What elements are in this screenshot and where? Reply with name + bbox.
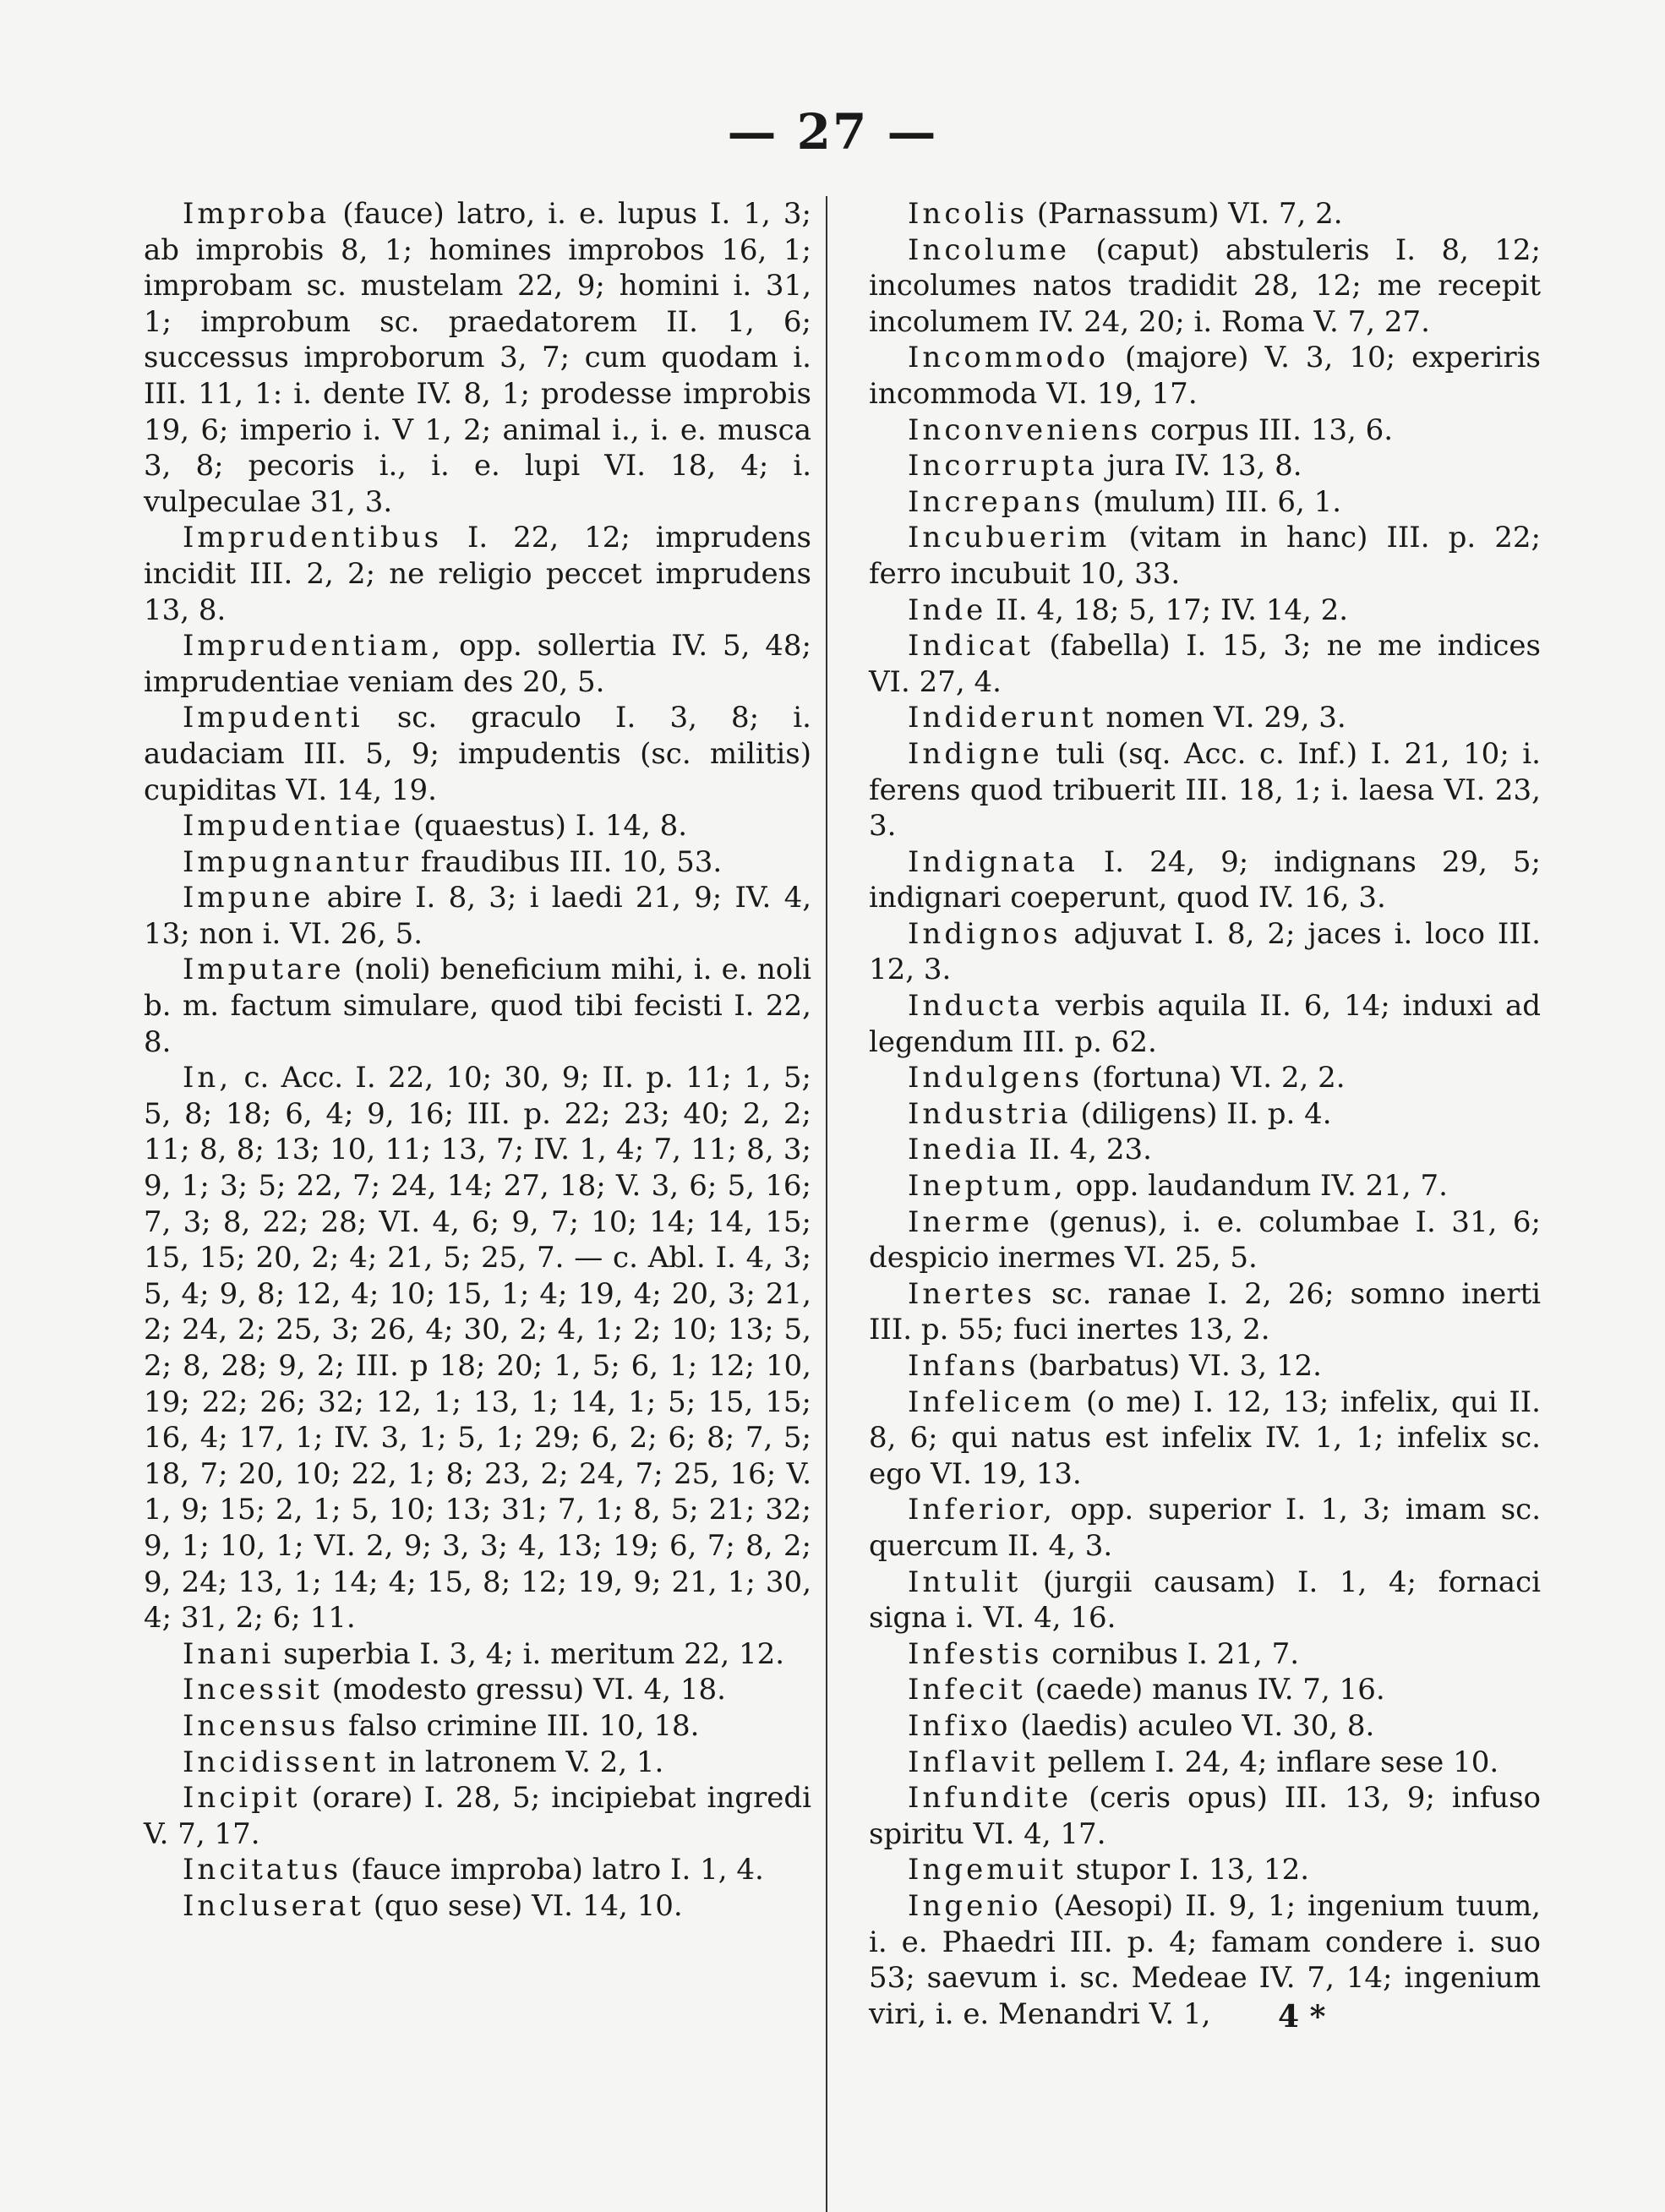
index-entry bbox=[869, 593, 1541, 629]
headword: Inedia bbox=[908, 1133, 1020, 1167]
index-entry bbox=[869, 1168, 1541, 1204]
entry-text: (noli) beneficium mihi, i. e. noli b. m. factum simulare, quod tibi fecisti I. 22, 8. bbox=[144, 953, 811, 1059]
index-entry bbox=[144, 1852, 811, 1888]
headword: Improba bbox=[183, 197, 330, 231]
headword: Industria bbox=[908, 1096, 1072, 1131]
entry-text: c. Acc. I. 22, 10; 30, 9; II. p. 11; 1, 5; 5, 8; 18; 6, 4; 9, 16; III. p. 22; 23; 40; 2, 2; 11; 8, 8; 13; 10, 11; 13, 7; IV. 1, 4; 7, 11; 8, 3; 9, 1; 3; 5; 22, 7; 24, 14; 27, 18; V. 3, 6; 5, 16; 7, 3; 8, 22; 28; VI. 4, 6; 9, 7; 10; 14; 14, 15; 15, 15; 20, 2; 4; 21, 5; 25, 7. — c. Abl. I. 4, 3; 5, 4; 9, 8; 12, 4; 10; 15, 1; 4; 19, 4; 20, 3; 21, 2; 24, 2; 25, 3; 26, 4; 30, 2; 4, 1; 2; 10; 13; 5, 2; 8, 28; 9, 2; III. p 18; 20; 1, 5; 6, 1; 12; 10, 19; 22; 26; 32; 12, 1; 13, 1; 14, 1; 5; 15, 15; 16, 4; 17, 1; IV. 3, 1; 5, 1; 29; 6, 2; 6; 8; 7, 5; 18, 7; 20, 10; 22, 1; 8; 23, 2; 24, 7; 25, 16; V. 1, 9; 15; 2, 1; 5, 10; 13; 31; 7, 1; 8, 5; 21; 32; 9, 1; 10, 1; VI. 2, 9; 3, 3; 4, 13; 19; 6, 7; 8, 2; 9, 24; 13, 1; 14; 4; 15, 8; 12; 19, 9; 21, 1; 30, 4; 31, 2; 6; 11. bbox=[144, 1061, 811, 1636]
headword: Inani bbox=[183, 1636, 275, 1671]
entry-text: (caede) manus IV. 7, 16. bbox=[1034, 1673, 1385, 1707]
entry-text: (Aesopi) II. 9, 1; ingenium tuum, i. e. Phaedri III. p. 4; famam condere i. suo 53; saevum i. sc. Medeae IV. 7, 14; ingenium viri, i. e. Menandri V. 1, bbox=[869, 1888, 1541, 2031]
entry-text: (o me) I. 12, 13; infelix, qui II. 8, 6; qui natus est infelix IV. 1, 1; infelix sc. ego VI. 19, 13. bbox=[869, 1385, 1541, 1491]
headword: Ingenio bbox=[908, 1888, 1042, 1923]
headword: Ineptum, bbox=[908, 1169, 1067, 1204]
headword: Incipit bbox=[183, 1781, 301, 1816]
index-entry bbox=[869, 1385, 1541, 1493]
headword: Imprudentibus bbox=[183, 521, 443, 555]
index-entry bbox=[144, 1780, 811, 1852]
entry-text: opp. superior I. 1, 3; imam sc. quercum II. 4, 3. bbox=[869, 1493, 1542, 1563]
entry-text: jura IV. 13, 8. bbox=[1106, 449, 1302, 483]
headword: Inconveniens bbox=[908, 412, 1142, 447]
index-entry bbox=[869, 1204, 1541, 1276]
entry-text: I. 24, 9; indignans 29, 5; indignari coeperunt, quod IV. 16, 3. bbox=[869, 844, 1542, 915]
entry-text: falso crimine III. 10, 18. bbox=[348, 1708, 700, 1743]
headword: Inferior, bbox=[908, 1493, 1056, 1527]
entry-text: II. 4, 18; 5, 17; IV. 14, 2. bbox=[996, 593, 1349, 627]
headword: Intulit bbox=[908, 1565, 1022, 1599]
headword: Incolume bbox=[908, 232, 1070, 267]
headword: Incidissent bbox=[183, 1745, 379, 1779]
entry-text: (genus), i. e. columbae I. 31, 6; despicio inermes VI. 25, 5. bbox=[869, 1204, 1542, 1275]
headword: Incensus bbox=[183, 1708, 340, 1743]
index-entry bbox=[869, 1565, 1541, 1636]
headword: Incluserat bbox=[183, 1888, 364, 1923]
entry-text: (diligens) II. p. 4. bbox=[1080, 1096, 1332, 1131]
index-entry bbox=[869, 1132, 1541, 1168]
index-entry bbox=[869, 1636, 1541, 1673]
entry-text: nomen VI. 29, 3. bbox=[1105, 701, 1346, 735]
entry-text: (quo sese) VI. 14, 10. bbox=[373, 1888, 683, 1923]
entry-text: sc. graculo I. 3, 8; i. audaciam III. 5, 9; impudentis (sc. militis) cupiditas VI. 14, 19. bbox=[144, 701, 811, 807]
entry-text: (vitam in hanc) III. p. 22; ferro incubuit 10, 33. bbox=[869, 521, 1542, 591]
entry-text: II. 4, 23. bbox=[1029, 1133, 1152, 1167]
headword: Indignos bbox=[908, 916, 1062, 951]
index-entry bbox=[144, 880, 811, 952]
entry-text: (modesto gressu) VI. 4, 18. bbox=[331, 1673, 726, 1707]
entry-text: (laedis) aculeo VI. 30, 8. bbox=[1020, 1708, 1375, 1743]
index-entry bbox=[144, 196, 811, 520]
index-entry bbox=[869, 520, 1541, 592]
index-entry bbox=[144, 1888, 811, 1925]
index-entry bbox=[869, 1672, 1541, 1708]
index-entry bbox=[869, 1888, 1541, 2032]
entry-text: (fabella) I. 15, 3; ne me indices VI. 27, 4. bbox=[869, 629, 1541, 699]
entry-text: cornibus I. 21, 7. bbox=[1051, 1636, 1300, 1671]
entry-text: (fauce improba) latro I. 1, 4. bbox=[351, 1853, 764, 1887]
entry-text: adjuvat I. 8, 2; jaces i. loco III. 12, 3. bbox=[869, 916, 1541, 987]
index-entry bbox=[144, 1708, 811, 1745]
entry-text: I. 22, 12; imprudens incidit III. 2, 2; ne religio peccet imprudens 13, 8. bbox=[144, 521, 811, 627]
headword: Inertes bbox=[908, 1276, 1035, 1311]
left-column bbox=[144, 196, 811, 1925]
entry-text: stupor I. 13, 12. bbox=[1075, 1853, 1310, 1887]
index-entry bbox=[869, 1852, 1541, 1888]
index-entry bbox=[869, 988, 1541, 1060]
index-entry bbox=[869, 1492, 1541, 1564]
headword: Inerme bbox=[908, 1204, 1034, 1239]
entry-text: superbia I. 3, 4; i. meritum 22, 12. bbox=[283, 1636, 785, 1671]
headword: Incitatus bbox=[183, 1853, 342, 1887]
headword: Indulgens bbox=[908, 1061, 1084, 1095]
index-entry bbox=[144, 1672, 811, 1708]
index-entry bbox=[144, 1060, 811, 1636]
headword: Incubuerim bbox=[908, 521, 1111, 555]
entry-text: (Parnassum) VI. 7, 2. bbox=[1036, 197, 1343, 231]
entry-text: verbis aquila II. 6, 14; induxi ad legendum III. p. 62. bbox=[869, 989, 1542, 1059]
entry-text: (mulum) III. 6, 1. bbox=[1092, 484, 1342, 519]
index-entry bbox=[869, 844, 1541, 916]
index-entry bbox=[144, 808, 811, 844]
headword: Impugnantur bbox=[183, 844, 412, 879]
index-entry bbox=[869, 1060, 1541, 1096]
entry-text: (quaestus) I. 14, 8. bbox=[412, 809, 688, 844]
headword: Increpans bbox=[908, 484, 1084, 519]
headword: Incommodo bbox=[908, 341, 1110, 375]
index-entry bbox=[144, 520, 811, 628]
index-entry bbox=[869, 916, 1541, 988]
page-number: — 27 — bbox=[727, 103, 938, 161]
right-column bbox=[869, 196, 1541, 2032]
entry-text: (fortuna) VI. 2, 2. bbox=[1091, 1061, 1346, 1095]
index-entry bbox=[869, 340, 1541, 412]
entry-text: corpus III. 13, 6. bbox=[1150, 412, 1394, 447]
column-divider bbox=[826, 196, 827, 2212]
headword: Infixo bbox=[908, 1708, 1012, 1743]
index-entry bbox=[869, 484, 1541, 521]
headword: Infelicem bbox=[908, 1385, 1075, 1419]
index-entry bbox=[869, 736, 1541, 844]
entry-text: opp. laudandum IV. 21, 7. bbox=[1075, 1169, 1448, 1204]
index-entry bbox=[144, 952, 811, 1060]
headword: Incessit bbox=[183, 1673, 323, 1707]
headword: Infecit bbox=[908, 1673, 1026, 1707]
headword: Infans bbox=[908, 1349, 1019, 1383]
headword: Ingemuit bbox=[908, 1853, 1067, 1887]
entry-text: (caput) abstuleris I. 8, 12; incolumes natos tradidit 28, 12; me recepit incolumem IV. 24, 20; i. Roma V. 7, 27. bbox=[869, 232, 1541, 339]
index-entry bbox=[869, 1780, 1541, 1852]
index-entry bbox=[869, 1348, 1541, 1385]
index-entry bbox=[144, 700, 811, 808]
index-entry bbox=[869, 628, 1541, 700]
index-entry bbox=[869, 1745, 1541, 1781]
entry-text: (jurgii causam) I. 1, 4; fornaci signa i. VI. 4, 16. bbox=[869, 1565, 1541, 1636]
entry-text: pellem I. 24, 4; inflare sese 10. bbox=[1047, 1745, 1499, 1779]
index-entry bbox=[869, 1708, 1541, 1745]
headword: Inducta bbox=[908, 989, 1043, 1024]
headword: Imputare bbox=[183, 953, 345, 987]
index-entry bbox=[869, 700, 1541, 736]
headword: Infundite bbox=[908, 1781, 1073, 1816]
headword: Incolis bbox=[908, 197, 1029, 231]
headword: Impudentiae bbox=[183, 809, 405, 844]
headword: Inflavit bbox=[908, 1745, 1039, 1779]
index-entry bbox=[144, 844, 811, 881]
headword: Indiderunt bbox=[908, 701, 1097, 735]
entry-text: (orare) I. 28, 5; incipiebat ingredi V. 7, 17. bbox=[144, 1781, 811, 1851]
headword: In, bbox=[183, 1061, 232, 1095]
headword: Indicat bbox=[908, 629, 1034, 664]
entry-text: (ceris opus) III. 13, 9; infuso spiritu VI. 4, 17. bbox=[869, 1781, 1541, 1851]
signature-mark: 4 * bbox=[1278, 1999, 1326, 2034]
headword: Incorrupta bbox=[908, 449, 1098, 483]
headword: Indignata bbox=[908, 844, 1078, 879]
entry-text: sc. ranae I. 2, 26; somno inerti III. p. 55; fuci inertes 13, 2. bbox=[869, 1276, 1542, 1347]
entry-text: in latronem V. 2, 1. bbox=[388, 1745, 664, 1779]
entry-text: tuli (sq. Acc. c. Inf.) I. 21, 10; i. ferens quod tribuerit III. 18, 1; i. laesa VI. 23, 3. bbox=[869, 736, 1541, 844]
entry-text: (fauce) latro, i. e. lupus I. 1, 3; ab improbis 8, 1; homines improbos 16, 1; improbam sc. mustelam 22, 9; homini i. 31, 1; improbum sc. praedatorem II. 1, 6; successus improborum 3, 7; cum quodam i. III. 11, 1: i. dente IV. 8, 1; prodesse improbis 19, 6; imperio i. V 1, 2; animal i., i. e. musca 3, 8; pecoris i., i. e. lupi VI. 18, 4; i. vulpeculae 31, 3. bbox=[144, 197, 811, 519]
index-entry bbox=[869, 412, 1541, 449]
entry-text: (barbatus) VI. 3, 12. bbox=[1028, 1349, 1322, 1383]
index-entry bbox=[144, 628, 811, 700]
headword: Indigne bbox=[908, 736, 1043, 771]
index-entry bbox=[869, 232, 1541, 341]
index-entry bbox=[869, 1096, 1541, 1133]
entry-text: opp. sollertia IV. 5, 48; imprudentiae veniam des 20, 5. bbox=[144, 629, 811, 699]
headword: Impune bbox=[183, 881, 314, 915]
index-entry bbox=[869, 196, 1541, 232]
index-entry bbox=[144, 1636, 811, 1673]
entry-text: fraudibus III. 10, 53. bbox=[420, 844, 723, 879]
index-entry bbox=[869, 448, 1541, 484]
headword: Inde bbox=[908, 593, 987, 627]
headword: Impudenti bbox=[183, 701, 363, 735]
index-entry bbox=[869, 1276, 1541, 1348]
entry-text: (majore) V. 3, 10; experiris incommoda VI. 19, 17. bbox=[869, 341, 1541, 411]
headword: Imprudentiam, bbox=[183, 629, 445, 664]
entry-text: abire I. 8, 3; i laedi 21, 9; IV. 4, 13; non i. VI. 26, 5. bbox=[144, 881, 812, 951]
headword: Infestis bbox=[908, 1636, 1043, 1671]
index-entry bbox=[144, 1745, 811, 1781]
